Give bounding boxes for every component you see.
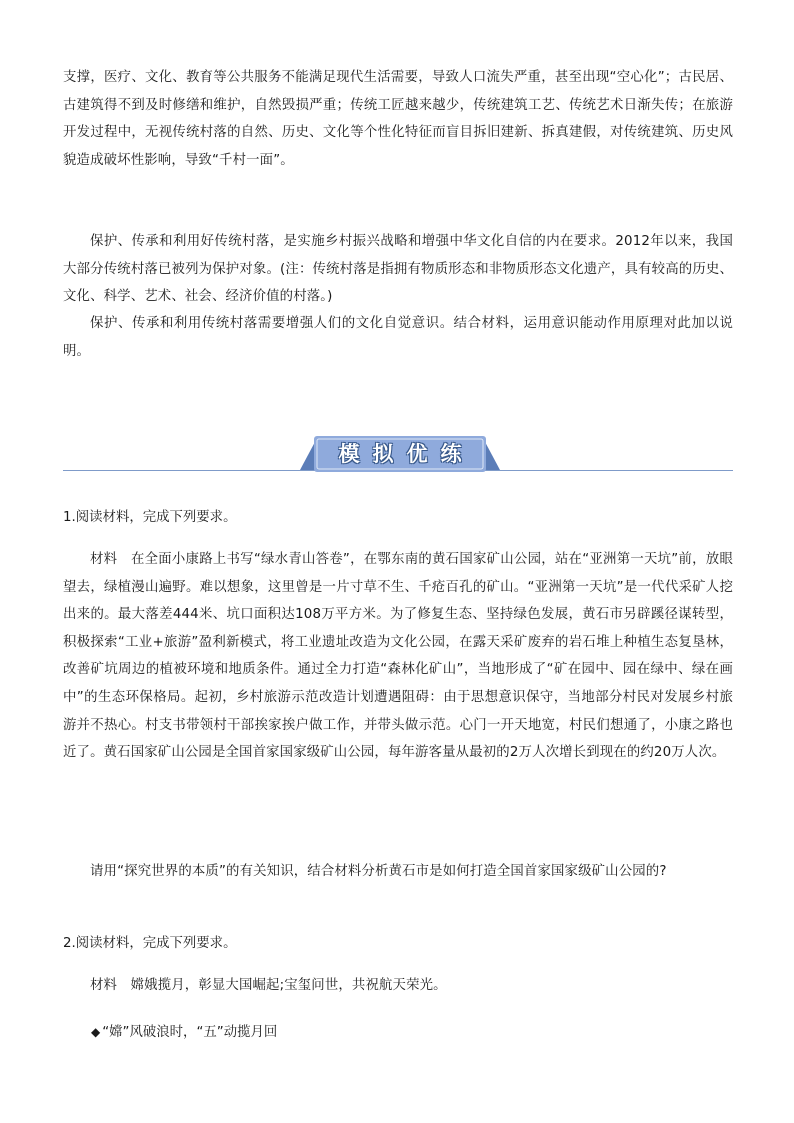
question-1-material: 材料 在全面小康路上书写“绿水青山答卷”，在鄂东南的黄石国家矿山公园，站在“亚洲第一天坑”前，放眼望去，绿植漫山遍野。难以想象，这里曾是一片寸草不生、千疮百孔的矿山。“亚洲第一天坑”是一代代采矿人挖出来的。最大落差444米、坑口面积达108万平方米。为了修复生态、坚持绿色发展，黄石市另辟蹊径谋转型，积极探索“工业+旅游”盈利新模式，将工业遗址改造为文化公园，在露天采矿废弃的岩石堆上种植生态复垦林，改善矿坑周边的植被环境和地质条件。通过全力打造“森林化矿山”，当地形成了“矿在园中、园在绿中、绿在画中”的生态环保格局。起初，乡村旅游示范改造计划遭遇阻碍：由于思想意识保守，当地部分村民对发展乡村旅游并不热心。村支书带领村干部挨家挨户做工作，并带头做示范。心门一开天地宽，村民们想通了，小康之路也近了。黄石国家矿山公园是全国首家国家级矿山公园，每年游客量从最初的2万人次增长到现在的约20万人次。 bbox=[63, 552, 733, 761]
diamond-bullet-icon: ◆ bbox=[91, 1025, 101, 1039]
paragraph-protection: 保护、传承和利用好传统村落，是实施乡村振兴战略和增强中华文化自信的内在要求。2012年以来，我国大部分传统村落已被列为保护对象。(注：传统村落是指拥有物质形态和非物质形态文化遗产，具有较高的历史、文化、科学、艺术、社会、经济价值的村落。) bbox=[63, 234, 733, 305]
question-2-material: 材料 嫦娥揽月，彰显大国崛起;宝玺问世，共祝航天荣光。 bbox=[90, 978, 447, 993]
question-2-title: 2.阅读材料，完成下列要求。 bbox=[63, 936, 237, 951]
question-1-title: 1.阅读材料，完成下列要求。 bbox=[63, 510, 237, 525]
paragraph-question: 保护、传承和利用传统村落需要增强人们的文化自觉意识。结合材料，运用意识能动作用原理对此加以说明。 bbox=[63, 316, 733, 359]
intro-paragraph: 支撑，医疗、文化、教育等公共服务不能满足现代生活需要，导致人口流失严重，甚至出现“空心化”；古民居、古建筑得不到及时修缮和维护，自然毁损严重；传统工匠越来越少，传统建筑工艺、传统艺术日渐失传；在旅游开发过程中，无视传统村落的自然、历史、文化等个性化特征而盲目拆旧建新、拆真建假，对传统建筑、历史风貌造成破坏性影响，导致“千村一面”。 bbox=[63, 70, 733, 168]
section-banner-label: 模拟优练 bbox=[338, 441, 475, 466]
question-2-bullet-text: “嫦”风破浪时，“五”动揽月回 bbox=[102, 1025, 278, 1040]
question-1-prompt: 请用“探究世界的本质”的有关知识，结合材料分析黄石市是如何打造全国首家国家级矿山公园的? bbox=[90, 864, 667, 879]
section-banner bbox=[300, 432, 500, 476]
question-2-bullet-line bbox=[91, 1022, 277, 1043]
